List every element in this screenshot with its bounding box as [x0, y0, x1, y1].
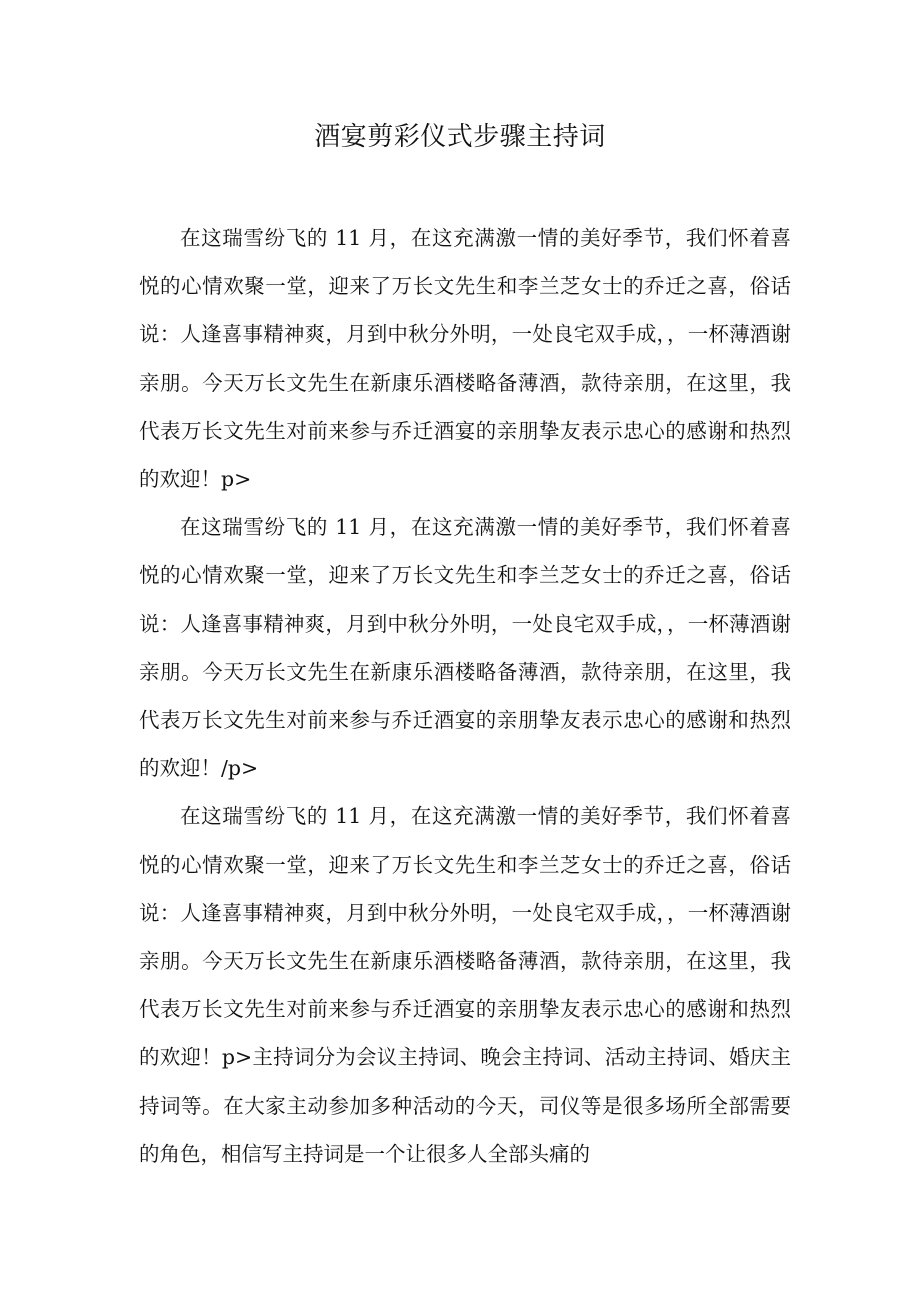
paragraph-1: 在这瑞雪纷飞的 11 月，在这充满激一情的美好季节，我们怀着喜悦的心情欢聚一堂，迎来了万长文先生和李兰芝女士的乔迁之喜，俗话说：人逢喜事精神爽，月到中秋分外明，一处良宅双手成，，一杯薄酒谢亲朋。今天万长文先生在新康乐酒楼略备薄酒，款待亲朋，在这里，我代表万长文先生对前来参与乔迁酒宴的亲朋挚友表示忠心的感谢和热烈的欢迎！p> — [139, 226, 791, 492]
document-body — [139, 214, 791, 1178]
paragraph-3: 在这瑞雪纷飞的 11 月，在这充满激一情的美好季节，我们怀着喜悦的心情欢聚一堂，迎来了万长文先生和李兰芝女士的乔迁之喜，俗话说：人逢喜事精神爽，月到中秋分外明，一处良宅双手成，，一杯薄酒谢亲朋。今天万长文先生在新康乐酒楼略备薄酒，款待亲朋，在这里，我代表万长文先生对前来参与乔迁酒宴的亲朋挚友表示忠心的感谢和热烈的欢迎！p>主持词分为会议主持词、晚会主持词、活动主持词、婚庆主持词等。在大家主动参加多种活动的今天，司仪等是很多场所全部需要的角色，相信写主持词是一个让很多人全部头痛的 — [139, 804, 791, 1166]
paragraph-2: 在这瑞雪纷飞的 11 月，在这充满激一情的美好季节，我们怀着喜悦的心情欢聚一堂，迎来了万长文先生和李兰芝女士的乔迁之喜，俗话说：人逢喜事精神爽，月到中秋分外明，一处良宅双手成，，一杯薄酒谢亲朋。今天万长文先生在新康乐酒楼略备薄酒，款待亲朋，在这里，我代表万长文先生对前来参与乔迁酒宴的亲朋挚友表示忠心的感谢和热烈的欢迎！/p> — [139, 515, 791, 781]
document-title: 酒宴剪彩仪式步骤主持词 — [314, 122, 606, 152]
